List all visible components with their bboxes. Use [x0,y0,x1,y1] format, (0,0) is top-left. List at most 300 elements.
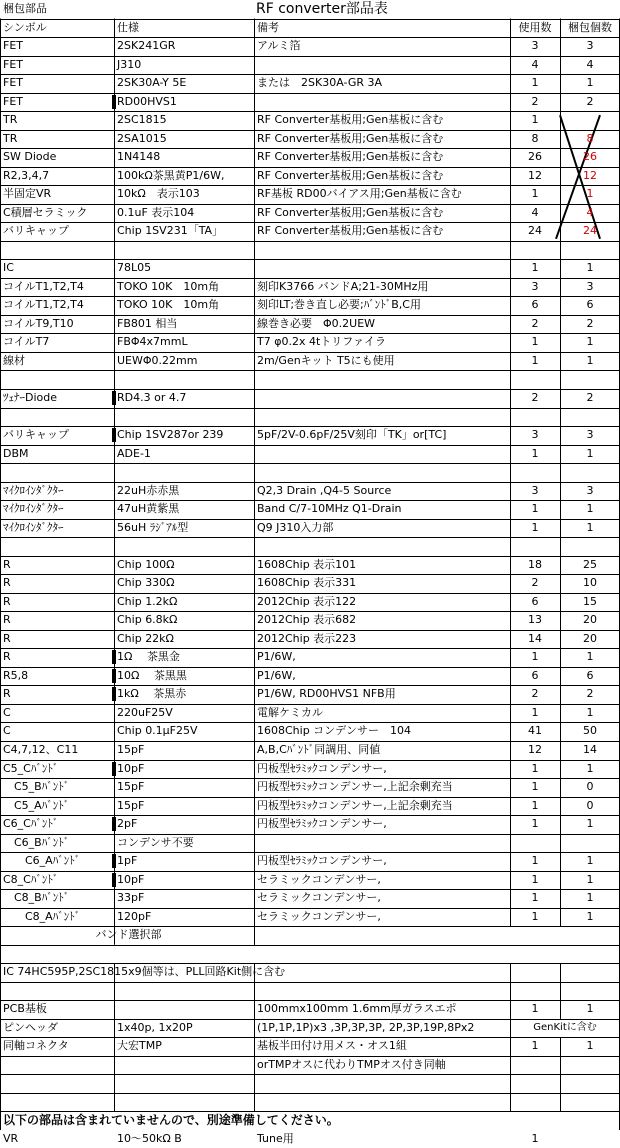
cell-col2: 2m/Genキット T5にも使用 [257,353,395,367]
cell-col4: 6 [586,668,594,682]
table-row [0,815,620,833]
cell-col0: C6_Bﾊﾞﾝﾄﾞ [3,835,70,849]
cell-col1: 1Ω 茶黒金 [117,650,180,664]
table-row [0,130,620,148]
cell-col1: 1N4148 [117,150,161,164]
cell-col0: ﾏｲｸﾛｲﾝﾀﾞｸﾀｰ [3,520,64,534]
table-row [0,593,620,611]
cell-col2: (1P,1P,1P)x3 ,3P,3P,3P, 2P,3P,19P,8Px2 [257,1020,475,1034]
cell-col0: C [3,705,11,719]
cell-col4 [560,982,620,1000]
cell-col3: 4 [531,57,539,71]
cell-col1: 15pF [117,780,145,794]
cell-col2: RF Converter基板用;Gen基板に含む [257,131,444,145]
cell-col2 [254,259,257,277]
cell-col2: セラミックコンデンサー, [257,872,381,886]
cell-col0: C8_Bﾊﾞﾝﾄﾞ [3,891,70,905]
cell-col0: IC 74HC595P,2SC1815x9個等は、PLL回路Kit側に含む [3,965,286,979]
table-row [0,408,620,426]
cell-col3: 1 [531,891,539,905]
table-row [0,482,620,500]
cell-col1: Chip 1.2kΩ [117,594,178,608]
cell-col3: 4 [531,205,539,219]
cell-col3: 2 [531,687,539,701]
row-marker [112,428,116,442]
cell-col4: 1 [586,854,594,868]
cell-col0: VR [3,1132,19,1145]
column-header: 梱包個数 [568,20,612,34]
table-row [0,1056,620,1074]
cell-col4: 20 [583,631,597,645]
cell-col2: 1608Chip 表示331 [257,576,357,590]
cell-col4 [560,1130,620,1148]
cell-col0 [0,1093,3,1111]
cell-col3: 1 [531,520,539,534]
cell-col0: コイルT1,T2,T4 [3,279,84,293]
cell-col0: コイルT7 [3,335,50,349]
cell-col0: R2,3,4,7 [3,168,50,182]
table-row [0,74,620,92]
cell-col0: R5,8 [3,668,29,682]
note-text [0,945,3,963]
cell-col2 [254,408,257,426]
table-row [0,315,620,333]
row-marker [112,95,116,109]
cell-col1: Chip 22kΩ [117,631,174,645]
cell-col4 [560,111,620,129]
cell-col4: 15 [583,594,597,608]
cell-col1: 15pF [117,742,145,756]
cell-col3: 1 [531,909,539,923]
cell-col3 [510,1093,560,1111]
cell-col4: 0 [586,798,594,812]
cell-col3 [510,926,560,944]
cell-col1: 10～50kΩ B [117,1132,182,1145]
cell-col3: 2 [531,316,539,330]
cell-col3: 1 [531,780,539,794]
cell-col1: 2SK241GR [117,39,176,53]
cell-col3: 12 [528,742,542,756]
cell-col1: FBΦ4x7mmL [117,335,188,349]
column-header: 仕様 [117,20,139,34]
cell-col0 [0,241,3,259]
cell-col2: 円板型ｾﾗﾐｯｸコンデンサー,上記余剰充当 [257,798,453,812]
cell-col1 [114,982,117,1000]
cell-col3: 1 [531,650,539,664]
cell-col3: 1 [531,187,539,201]
cell-col1: UEWΦ0.22mm [117,353,198,367]
cell-col0: IC [3,261,14,275]
row-marker [112,669,116,683]
cell-col4: 26 [583,150,597,164]
cell-col0: FET [3,39,23,53]
cell-col0: C [3,724,11,738]
cell-col2: 円板型ｾﾗﾐｯｸコンデンサー,上記余剰充当 [257,780,453,794]
cell-col0 [0,463,3,481]
cell-col1: コンデンサ不要 [117,835,194,849]
cell-col2: orTMPオスに代わりTMPオス付き同軸 [257,1057,446,1071]
cell-col0: ピンヘッダ [3,1020,58,1034]
table-row [0,537,620,555]
cell-col2: 基板半田付け用メス・オス1組 [257,1039,407,1053]
cell-col0: ﾏｲｸﾛｲﾝﾀﾞｸﾀｰ [3,502,64,516]
cell-col3: 26 [528,150,542,164]
cell-col2: RF Converter基板用;Gen基板に含む [257,150,444,164]
cell-col0: R [3,631,11,645]
cell-col3: 1 [531,854,539,868]
cell-col2: 2012Chip 表示223 [257,631,357,645]
cell-col4: 4 [586,205,594,219]
cell-col1: 10kΩ 表示103 [117,187,200,201]
cell-col1 [114,370,117,388]
cell-col1: 1pF [117,854,138,868]
cell-col2: 1608Chip 表示101 [257,557,357,571]
cell-col4: 1 [586,817,594,831]
cell-col0: TR [3,131,18,145]
cell-col2: RF Converter基板用;Gen基板に含む [257,113,444,127]
cell-col1: 0.1uF 表示104 [117,205,195,219]
cell-col4: 1 [586,520,594,534]
cell-col2: 線巻き必要 Φ0.2UEW [257,316,376,330]
cell-col4: 2 [586,94,594,108]
cell-col3: 6 [531,668,539,682]
cell-col1 [114,408,117,426]
cell-col2: 円板型ｾﾗﾐｯｸコンデンサー, [257,854,387,868]
row-marker [112,873,116,887]
cell-col1: 2SA1015 [117,131,167,145]
cell-col4: 50 [583,724,597,738]
cell-col3 [510,963,560,981]
cell-col2: 2012Chip 表示682 [257,613,357,627]
cell-col3: 3 [531,279,539,293]
table-row [0,56,620,74]
row-marker [112,817,116,831]
cell-col1: RD00HVS1 [117,94,177,108]
cell-col4: 1 [586,872,594,886]
table-row [0,1074,620,1092]
cell-col1 [114,1056,117,1074]
cell-col3: 1 [531,502,539,516]
cell-col2 [254,1074,257,1092]
cell-col4 [560,1074,620,1092]
cell-col1: 2SC1815 [117,113,167,127]
title-row [0,0,620,18]
cell-col0 [0,982,3,1000]
cell-col3: 14 [528,631,542,645]
cell-col3: 1 [531,1002,539,1016]
cell-col1: 15pF [117,798,145,812]
table-row [0,982,620,1000]
cell-col3 [510,537,560,555]
cell-col2: 刻印LT;巻き直し必要;ﾊﾞﾝﾄﾞB,C用 [257,298,421,312]
cell-col3 [510,982,560,1000]
cell-col4 [560,408,620,426]
cell-col3: 12 [528,168,542,182]
cell-col1: Chip 6.8kΩ [117,613,178,627]
cell-col0: R [3,687,11,701]
cell-col3 [510,463,560,481]
cell-col0: R [3,613,11,627]
cell-col3: 1 [531,261,539,275]
cell-col1: FB801 相当 [117,316,178,330]
cell-col2 [254,1093,257,1111]
cell-col0 [0,408,3,426]
cell-col3: 2 [531,94,539,108]
table-row [0,871,620,889]
cell-col2 [254,389,257,407]
cell-col3 [510,1074,560,1092]
column-header: 備考 [257,20,279,34]
column-header: シンボル [3,20,47,34]
cell-col4: 0 [586,780,594,794]
table-row [0,1093,620,1111]
cell-col0: C積層セラミック [3,205,88,219]
table-row [0,370,620,388]
corner-label: 梱包部品 [3,2,47,15]
cell-col3 [510,834,560,852]
cell-col1: ADE-1 [117,446,151,460]
cell-col2: 電解ケミカル [257,705,323,719]
cell-col1: Chip 330Ω [117,576,175,590]
table-row [0,704,620,722]
cell-col2: アルミ箔 [257,39,301,53]
table-row [0,278,620,296]
cell-col2: 1608Chip コンデンサー 104 [257,724,411,738]
cell-col0 [0,370,3,388]
cell-col4: 1 [586,909,594,923]
cell-col2: A,B,Cﾊﾞﾝﾄﾞ同調用、同値 [257,742,381,756]
cell-col2: 5pF/2V-0.6pF/25V刻印「TK」or[TC] [257,428,447,442]
cell-col3: 3 [531,39,539,53]
cell-col3: 41 [528,724,542,738]
cell-col2: または 2SK30A-GR 3A [257,76,383,90]
cell-col2: 2012Chip 表示122 [257,594,357,608]
cell-col1: 1kΩ 茶黒赤 [117,687,187,701]
table-row [0,574,620,592]
cell-col0: C8_Cﾊﾞﾝﾄﾞ [3,872,59,886]
row-marker [112,762,116,776]
cell-col4: 1 [586,353,594,367]
row-marker [112,391,116,405]
cell-col0: SW Diode [3,150,57,164]
table-row [0,352,620,370]
cell-col1: 2SK30A-Y 5E [117,76,187,90]
cell-col0: C5_Cﾊﾞﾝﾄﾞ [3,761,59,775]
cell-col1: 47uH黄紫黒 [117,502,180,516]
cell-col1: TOKO 10K 10m角 [117,298,220,312]
cell-col0: ﾂｪﾅｰDiode [3,391,58,405]
table-row [0,556,620,574]
cell-col4 [560,926,620,944]
cell-col2: RF Converter基板用;Gen基板に含む [257,224,444,238]
table-row [0,222,620,240]
cell-col1: 1x40p, 1x20P [117,1020,193,1034]
table-row [0,722,620,740]
cell-col3: 2 [531,391,539,405]
cell-col2: P1/6W, RD00HVS1 NFB用 [257,687,396,701]
cell-col2: セラミックコンデンサー, [257,891,381,905]
cell-col4: 12 [583,168,597,182]
table-row [0,519,620,537]
cell-col0: 線材 [3,353,25,367]
cell-col0: C8_Aﾊﾞﾝﾄﾞ [3,909,81,923]
cell-col4 [560,241,620,259]
cell-col2 [254,93,257,111]
cell-col0: R [3,557,11,571]
cell-col0: C5_Bﾊﾞﾝﾄﾞ [3,780,70,794]
cell-col2: 円板型ｾﾗﾐｯｸコンデンサー, [257,761,387,775]
cell-col3: 1 [531,353,539,367]
cell-col3 [510,370,560,388]
band-select-label: バンド選択部 [95,928,162,942]
cell-col0: FET [3,76,23,90]
cell-col1: Chip 1SV287or 239 [117,428,224,442]
cell-col4: 2 [586,391,594,405]
cell-col4: 1 [586,650,594,664]
table-row [0,630,620,648]
cell-col2 [254,370,257,388]
cell-col0: コイルT9,T10 [3,316,74,330]
row-marker [112,650,116,664]
cell-col2 [254,463,257,481]
cell-col3: 1 [531,798,539,812]
cell-col2 [254,537,257,555]
cell-col2 [254,926,257,944]
cell-col0: 同軸コネクタ [3,1039,69,1053]
cell-col1: 100kΩ茶黒黄P1/6W, [117,168,225,182]
cell-col1: 22uH赤赤黒 [117,483,180,497]
cell-col4: 8 [586,131,594,145]
cell-col2: T7 φ0.2x 4tトリファイラ [257,335,387,349]
cell-col4: 1 [586,502,594,516]
cell-col4: 3 [586,428,594,442]
table-row [0,463,620,481]
cell-col4: 1 [586,187,594,201]
cell-col3 [510,408,560,426]
cell-col0: C6_Cﾊﾞﾝﾄﾞ [3,817,59,831]
table-row [0,797,620,815]
cell-col3: 1 [531,872,539,886]
cell-col3: 1 [531,335,539,349]
header-row [0,19,620,37]
cell-col1: 33pF [117,891,145,905]
table-row [0,760,620,778]
cell-col0: TR [3,113,18,127]
cell-col4 [560,1093,620,1111]
cell-col4: 6 [586,298,594,312]
cell-col4: 20 [583,613,597,627]
column-header: 使用数 [518,20,552,34]
cell-col4: 1 [586,1002,594,1016]
cell-col4: 25 [583,557,597,571]
table-row [0,37,620,55]
table-row [0,259,620,277]
cell-col0: コイルT1,T2,T4 [3,298,84,312]
cell-col3: 2 [531,576,539,590]
cell-col4: 2 [586,687,594,701]
cell-col1 [114,463,117,481]
cell-col3: 1 [531,705,539,719]
cell-col3 [510,1056,560,1074]
cell-col1: 大宏TMP [117,1039,162,1053]
cell-col4: 1 [586,335,594,349]
cell-col2 [254,56,257,74]
cell-col2: 刻印K3766 バンドA;21-30MHz用 [257,279,429,293]
cell-col2: 円板型ｾﾗﾐｯｸコンデンサー, [257,817,387,831]
cell-col3: 24 [528,224,542,238]
cell-col0: DBM [3,446,29,460]
cell-col4 [560,537,620,555]
table-row [0,204,620,222]
genkit-note: GenKitに含む [533,1021,597,1033]
cell-col2: RF Converter基板用;Gen基板に含む [257,168,444,182]
table-row [0,1037,620,1055]
cell-col3: 13 [528,613,542,627]
table-row [0,296,620,314]
table-row [0,908,620,926]
sheet-title: RF converter部品表 [256,1,388,17]
cell-col4: 1 [586,76,594,90]
cell-col0 [0,537,3,555]
cell-col0: FET [3,94,23,108]
cell-col1: 10pF [117,761,145,775]
cell-col2: P1/6W, [257,668,296,682]
cell-col3: 6 [531,594,539,608]
cell-col2 [254,963,257,981]
cell-col0: C6_Aﾊﾞﾝﾄﾞ [3,854,81,868]
cell-col1: J310 [117,57,142,71]
table-row [0,741,620,759]
cell-col1 [114,963,117,981]
cell-col4 [560,963,620,981]
table-row [0,889,620,907]
table-row [0,241,620,259]
cell-col1 [114,241,117,259]
cell-col4: 10 [583,576,597,590]
cell-col2: RF基板 RD00バイアス用;Gen基板に含む [257,187,462,201]
cell-col4: 1 [586,261,594,275]
table-row [0,1111,620,1129]
cell-col0: バリキャップ [3,428,69,442]
cell-col4: 24 [583,224,597,238]
cell-col1: 10Ω 茶黒黒 [117,668,187,682]
table-row [0,148,620,166]
table-row [0,500,620,518]
cell-col3: 1 [531,76,539,90]
cell-col0: C5_Aﾊﾞﾝﾄﾞ [3,798,70,812]
cell-col3: 3 [531,483,539,497]
cell-col1: 2pF [117,817,138,831]
cell-col2: RF Converter基板用;Gen基板に含む [257,205,444,219]
cell-col4: 1 [586,446,594,460]
table-row [0,1000,620,1018]
cell-col4: 2 [586,316,594,330]
table-row [0,1130,620,1148]
table-row [0,945,620,963]
cell-col4: 1 [586,891,594,905]
cell-col1: 56uH ﾗｼﾞｱﾙ型 [117,520,189,534]
row-marker [112,854,116,868]
cell-col3: 1 [531,446,539,460]
cell-col1: 120pF [117,909,152,923]
cell-col2 [254,445,257,463]
cell-col4 [560,1056,620,1074]
cell-col2: Q9 J310入力部 [257,520,334,534]
cell-col1: 220uF25V [117,705,173,719]
cell-col0: R [3,576,11,590]
table-row [0,111,620,129]
note-text: 以下の部品は含まれていませんので、別途準備してください。 [3,1113,339,1128]
